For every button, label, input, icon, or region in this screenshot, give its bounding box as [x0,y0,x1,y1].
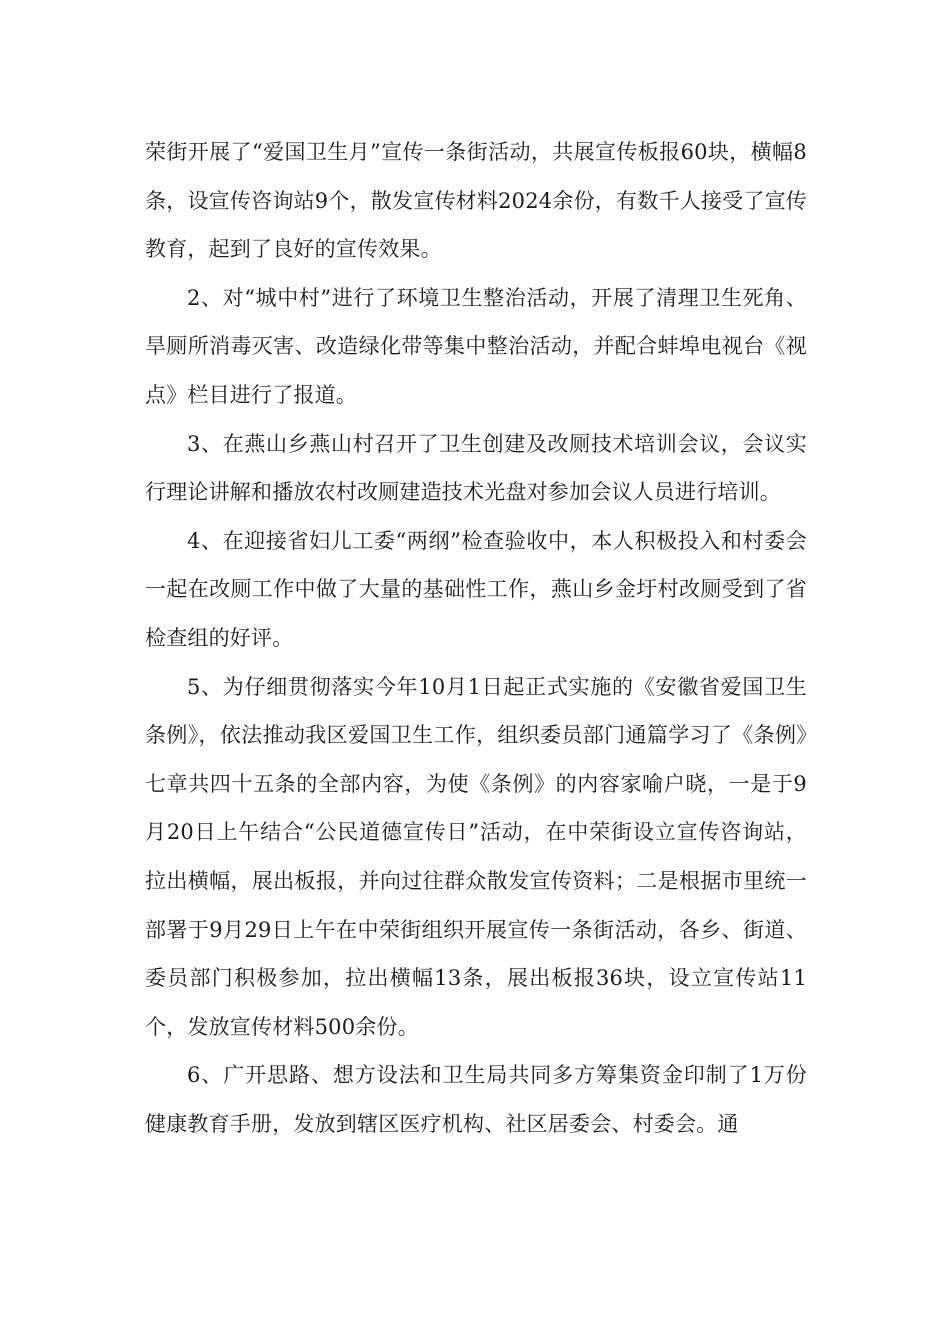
paragraph-6: 6、广开思路、想方设法和卫生局共同多方筹集资金印制了1万份健康教育手册，发放到辖区医疗机构、社区居委会、村委会。通 [145,1063,807,1136]
document-body [145,128,807,1148]
paragraph-1: 荣街开展了“爱国卫生月”宣传一条街活动，共展宣传板报60块，横幅8条，设宣传咨询站9个，散发宣传材料2024余份，有数千人接受了宣传教育，起到了良好的宣传效果。 [145,140,807,262]
paragraph-5: 5、为仔细贯彻落实今年10月1日起正式实施的《安徽省爱国卫生条例》，依法推动我区爱国卫生工作，组织委员部门通篇学习了《条例》七章共四十五条的全部内容，为使《条例》的内容家喻户晓，一是于9月20日上午结合“公民道德宣传日”活动，在中荣街设立宣传咨询站，拉出横幅，展出板报，并向过往群众散发宣传资料；二是根据市里统一部署于9月29日上午在中荣街组织开展宣传一条街活动，各乡、街道、委员部门积极参加，拉出横幅13条，展出板报36块，设立宣传站11个，发放宣传材料500余份。 [145,674,807,1039]
paragraph-3: 3、在燕山乡燕山村召开了卫生创建及改厕技术培训会议，会议实行理论讲解和播放农村改厕建造技术光盘对参加会议人员进行培训。 [145,431,807,505]
paragraph-4: 4、在迎接省妇儿工委“两纲”检查验收中，本人积极投入和村委会一起在改厕工作中做了大量的基础性工作，燕山乡金圩村改厕受到了省检查组的好评。 [145,528,807,650]
paragraph-2: 2、对“城中村”进行了环境卫生整治活动，开展了清理卫生死角、旱厕所消毒灭害、改造绿化带等集中整治活动，并配合蚌埠电视台《视点》栏目进行了报道。 [145,285,807,407]
